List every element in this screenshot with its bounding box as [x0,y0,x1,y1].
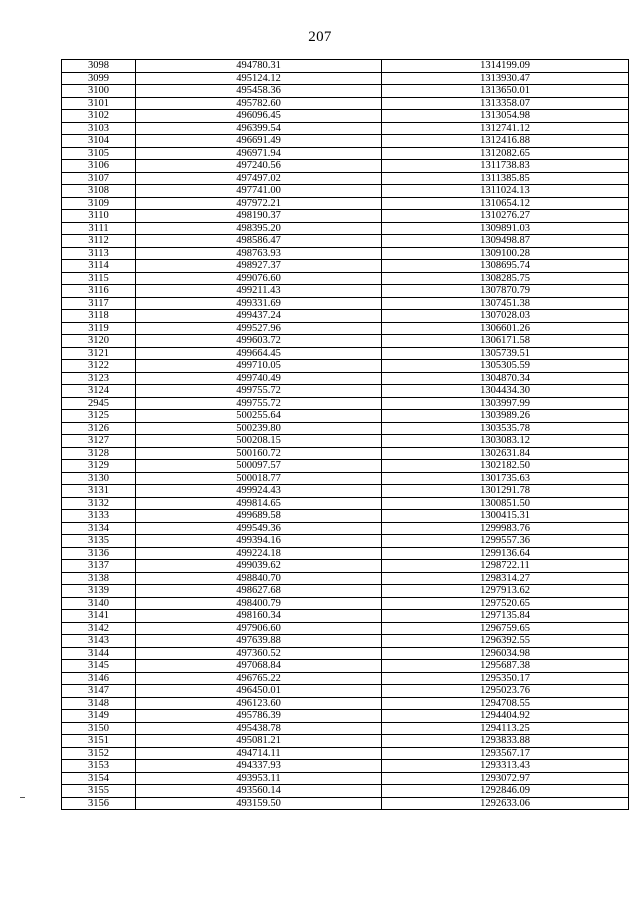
y-coordinate-cell: 1306171.58 [382,335,629,348]
point-number-cell: 3129 [62,460,136,473]
table-row [62,660,629,673]
table-row [62,122,629,135]
y-coordinate-cell: 1306601.26 [382,322,629,335]
y-coordinate-cell: 1307870.79 [382,285,629,298]
point-number-cell: 3111 [62,222,136,235]
y-coordinate-cell: 1314199.09 [382,60,629,73]
y-coordinate-cell: 1307451.38 [382,297,629,310]
x-coordinate-cell: 496399.54 [136,122,382,135]
x-coordinate-cell: 494337.93 [136,760,382,773]
x-coordinate-cell: 497741.00 [136,185,382,198]
point-number-cell: 3150 [62,722,136,735]
point-number-cell: 3099 [62,72,136,85]
table-row [62,285,629,298]
table-row [62,510,629,523]
point-number-cell: 3146 [62,672,136,685]
table-row [62,310,629,323]
point-number-cell: 3113 [62,247,136,260]
x-coordinate-cell: 498627.68 [136,585,382,598]
point-number-cell: 3127 [62,435,136,448]
x-coordinate-cell: 495458.36 [136,85,382,98]
point-number-cell: 3114 [62,260,136,273]
y-coordinate-cell: 1293567.17 [382,747,629,760]
x-coordinate-cell: 494714.11 [136,747,382,760]
y-coordinate-cell: 1310654.12 [382,197,629,210]
point-number-cell: 3143 [62,635,136,648]
x-coordinate-cell: 497906.60 [136,622,382,635]
x-coordinate-cell: 499394.16 [136,535,382,548]
y-coordinate-cell: 1312082.65 [382,147,629,160]
point-number-cell: 3124 [62,385,136,398]
x-coordinate-cell: 497497.02 [136,172,382,185]
table-row [62,485,629,498]
y-coordinate-cell: 1312741.12 [382,122,629,135]
point-number-cell: 3106 [62,160,136,173]
x-coordinate-cell: 500239.80 [136,422,382,435]
y-coordinate-cell: 1297520.65 [382,597,629,610]
x-coordinate-cell: 500018.77 [136,472,382,485]
x-coordinate-cell: 498395.20 [136,222,382,235]
table-row [62,797,629,810]
y-coordinate-cell: 1313358.07 [382,97,629,110]
table-row [62,335,629,348]
point-number-cell: 3107 [62,172,136,185]
table-row [62,422,629,435]
table-row [62,172,629,185]
point-number-cell: 3132 [62,497,136,510]
x-coordinate-cell: 499224.18 [136,547,382,560]
y-coordinate-cell: 1311385.85 [382,172,629,185]
y-coordinate-cell: 1304870.34 [382,372,629,385]
table-row [62,635,629,648]
y-coordinate-cell: 1299136.64 [382,547,629,560]
y-coordinate-cell: 1300415.31 [382,510,629,523]
table-row [62,760,629,773]
point-number-cell: 3156 [62,797,136,810]
x-coordinate-cell: 498190.37 [136,210,382,223]
y-coordinate-cell: 1309100.28 [382,247,629,260]
y-coordinate-cell: 1296034.98 [382,647,629,660]
table-row [62,160,629,173]
y-coordinate-cell: 1301735.63 [382,472,629,485]
y-coordinate-cell: 1303535.78 [382,422,629,435]
table-row [62,85,629,98]
x-coordinate-cell: 499814.65 [136,497,382,510]
y-coordinate-cell: 1311024.13 [382,185,629,198]
x-coordinate-cell: 499076.60 [136,272,382,285]
y-coordinate-cell: 1302631.84 [382,447,629,460]
point-number-cell: 3100 [62,85,136,98]
point-number-cell: 3136 [62,547,136,560]
x-coordinate-cell: 495438.78 [136,722,382,735]
y-coordinate-cell: 1296392.55 [382,635,629,648]
table-row [62,547,629,560]
table-row [62,697,629,710]
y-coordinate-cell: 1309498.87 [382,235,629,248]
x-coordinate-cell: 497972.21 [136,197,382,210]
table-row [62,435,629,448]
point-number-cell: 3122 [62,360,136,373]
table-row [62,272,629,285]
table-row [62,185,629,198]
point-number-cell: 3110 [62,210,136,223]
x-coordinate-cell: 497360.52 [136,647,382,660]
y-coordinate-cell: 1298722.11 [382,560,629,573]
y-coordinate-cell: 1298314.27 [382,572,629,585]
table-row [62,147,629,160]
point-number-cell: 3152 [62,747,136,760]
table-row [62,72,629,85]
x-coordinate-cell: 499211.43 [136,285,382,298]
x-coordinate-cell: 493159.50 [136,797,382,810]
point-number-cell: 3105 [62,147,136,160]
table-row [62,610,629,623]
table-row [62,260,629,273]
point-number-cell: 3139 [62,585,136,598]
point-number-cell: 3148 [62,697,136,710]
x-coordinate-cell: 499755.72 [136,385,382,398]
point-number-cell: 3102 [62,110,136,123]
x-coordinate-cell: 500255.64 [136,410,382,423]
x-coordinate-cell: 499437.24 [136,310,382,323]
y-coordinate-cell: 1309891.03 [382,222,629,235]
x-coordinate-cell: 498400.79 [136,597,382,610]
x-coordinate-cell: 496765.22 [136,672,382,685]
table-row [62,535,629,548]
table-row [62,60,629,73]
y-coordinate-cell: 1308695.74 [382,260,629,273]
table-row [62,497,629,510]
x-coordinate-cell: 500208.15 [136,435,382,448]
point-number-cell: 2945 [62,397,136,410]
point-number-cell: 3098 [62,60,136,73]
table-row [62,560,629,573]
table-row [62,322,629,335]
y-coordinate-cell: 1297913.62 [382,585,629,598]
point-number-cell: 3120 [62,335,136,348]
table-row [62,347,629,360]
point-number-cell: 3155 [62,785,136,798]
point-number-cell: 3151 [62,735,136,748]
point-number-cell: 3112 [62,235,136,248]
x-coordinate-cell: 496096.45 [136,110,382,123]
x-coordinate-cell: 500097.57 [136,460,382,473]
y-coordinate-cell: 1310276.27 [382,210,629,223]
y-coordinate-cell: 1308285.75 [382,272,629,285]
table-row [62,735,629,748]
y-coordinate-cell: 1297135.84 [382,610,629,623]
x-coordinate-cell: 499549.36 [136,522,382,535]
point-number-cell: 3109 [62,197,136,210]
y-coordinate-cell: 1305739.51 [382,347,629,360]
x-coordinate-cell: 493560.14 [136,785,382,798]
table-row [62,247,629,260]
point-number-cell: 3117 [62,297,136,310]
point-number-cell: 3128 [62,447,136,460]
table-row [62,622,629,635]
y-coordinate-cell: 1292846.09 [382,785,629,798]
point-number-cell: 3154 [62,772,136,785]
x-coordinate-cell: 496123.60 [136,697,382,710]
x-coordinate-cell: 497639.88 [136,635,382,648]
table-row [62,197,629,210]
x-coordinate-cell: 495786.39 [136,710,382,723]
x-coordinate-cell: 499710.05 [136,360,382,373]
x-coordinate-cell: 498160.34 [136,610,382,623]
x-coordinate-cell: 498763.93 [136,247,382,260]
table-row [62,685,629,698]
point-number-cell: 3123 [62,372,136,385]
table-row [62,710,629,723]
table-row [62,397,629,410]
point-number-cell: 3104 [62,135,136,148]
x-coordinate-cell: 496691.49 [136,135,382,148]
x-coordinate-cell: 499039.62 [136,560,382,573]
point-number-cell: 3118 [62,310,136,323]
x-coordinate-cell: 499603.72 [136,335,382,348]
y-coordinate-cell: 1307028.03 [382,310,629,323]
x-coordinate-cell: 499755.72 [136,397,382,410]
point-number-cell: 3108 [62,185,136,198]
coordinates-table-body [62,60,629,810]
x-coordinate-cell: 496971.94 [136,147,382,160]
x-coordinate-cell: 494780.31 [136,60,382,73]
table-row [62,360,629,373]
x-coordinate-cell: 499664.45 [136,347,382,360]
x-coordinate-cell: 498840.70 [136,572,382,585]
page-number: 207 [308,29,332,45]
y-coordinate-cell: 1294708.55 [382,697,629,710]
y-coordinate-cell: 1305305.59 [382,360,629,373]
y-coordinate-cell: 1295023.76 [382,685,629,698]
point-number-cell: 3116 [62,285,136,298]
table-row [62,747,629,760]
point-number-cell: 3145 [62,660,136,673]
x-coordinate-cell: 496450.01 [136,685,382,698]
x-coordinate-cell: 497240.56 [136,160,382,173]
y-coordinate-cell: 1312416.88 [382,135,629,148]
y-coordinate-cell: 1313930.47 [382,72,629,85]
y-coordinate-cell: 1302182.50 [382,460,629,473]
table-row [62,372,629,385]
x-coordinate-cell: 495124.12 [136,72,382,85]
table-row [62,647,629,660]
point-number-cell: 3137 [62,560,136,573]
table-row [62,522,629,535]
point-number-cell: 3140 [62,597,136,610]
y-coordinate-cell: 1295687.38 [382,660,629,673]
point-number-cell: 3147 [62,685,136,698]
point-number-cell: 3133 [62,510,136,523]
y-coordinate-cell: 1303989.26 [382,410,629,423]
y-coordinate-cell: 1293072.97 [382,772,629,785]
table-row [62,110,629,123]
x-coordinate-cell: 495782.60 [136,97,382,110]
table-row [62,135,629,148]
table-row [62,585,629,598]
table-row [62,572,629,585]
point-number-cell: 3125 [62,410,136,423]
point-number-cell: 3121 [62,347,136,360]
x-coordinate-cell: 498586.47 [136,235,382,248]
y-coordinate-cell: 1303997.99 [382,397,629,410]
x-coordinate-cell: 499689.58 [136,510,382,523]
point-number-cell: 3149 [62,710,136,723]
point-number-cell: 3142 [62,622,136,635]
y-coordinate-cell: 1300851.50 [382,497,629,510]
y-coordinate-cell: 1299983.76 [382,522,629,535]
point-number-cell: 3141 [62,610,136,623]
y-coordinate-cell: 1301291.78 [382,485,629,498]
y-coordinate-cell: 1313054.98 [382,110,629,123]
table-row [62,672,629,685]
point-number-cell: 3134 [62,522,136,535]
y-coordinate-cell: 1294113.25 [382,722,629,735]
point-number-cell: 3153 [62,760,136,773]
x-coordinate-cell: 499331.69 [136,297,382,310]
table-row [62,722,629,735]
table-row [62,297,629,310]
point-number-cell: 3131 [62,485,136,498]
x-coordinate-cell: 500160.72 [136,447,382,460]
y-coordinate-cell: 1293833.88 [382,735,629,748]
point-number-cell: 3138 [62,572,136,585]
table-row [62,385,629,398]
coordinates-table [61,59,629,810]
x-coordinate-cell: 499924.43 [136,485,382,498]
point-number-cell: 3135 [62,535,136,548]
y-coordinate-cell: 1293313.43 [382,760,629,773]
x-coordinate-cell: 499740.49 [136,372,382,385]
point-number-cell: 3126 [62,422,136,435]
point-number-cell: 3144 [62,647,136,660]
point-number-cell: 3101 [62,97,136,110]
table-row [62,472,629,485]
table-row [62,222,629,235]
x-coordinate-cell: 495081.21 [136,735,382,748]
x-coordinate-cell: 493953.11 [136,772,382,785]
table-row [62,772,629,785]
y-coordinate-cell: 1294404.92 [382,710,629,723]
y-coordinate-cell: 1299557.36 [382,535,629,548]
y-coordinate-cell: 1292633.06 [382,797,629,810]
point-number-cell: 3130 [62,472,136,485]
point-number-cell: 3103 [62,122,136,135]
y-coordinate-cell: 1296759.65 [382,622,629,635]
y-coordinate-cell: 1303083.12 [382,435,629,448]
table-row [62,785,629,798]
x-coordinate-cell: 499527.96 [136,322,382,335]
y-coordinate-cell: 1313650.01 [382,85,629,98]
table-row [62,460,629,473]
y-coordinate-cell: 1311738.83 [382,160,629,173]
y-coordinate-cell: 1304434.30 [382,385,629,398]
point-number-cell: 3115 [62,272,136,285]
table-row [62,210,629,223]
table-row [62,410,629,423]
table-row [62,97,629,110]
margin-mark [20,797,25,798]
x-coordinate-cell: 498927.37 [136,260,382,273]
x-coordinate-cell: 497068.84 [136,660,382,673]
table-row [62,447,629,460]
y-coordinate-cell: 1295350.17 [382,672,629,685]
point-number-cell: 3119 [62,322,136,335]
table-row [62,235,629,248]
table-row [62,597,629,610]
